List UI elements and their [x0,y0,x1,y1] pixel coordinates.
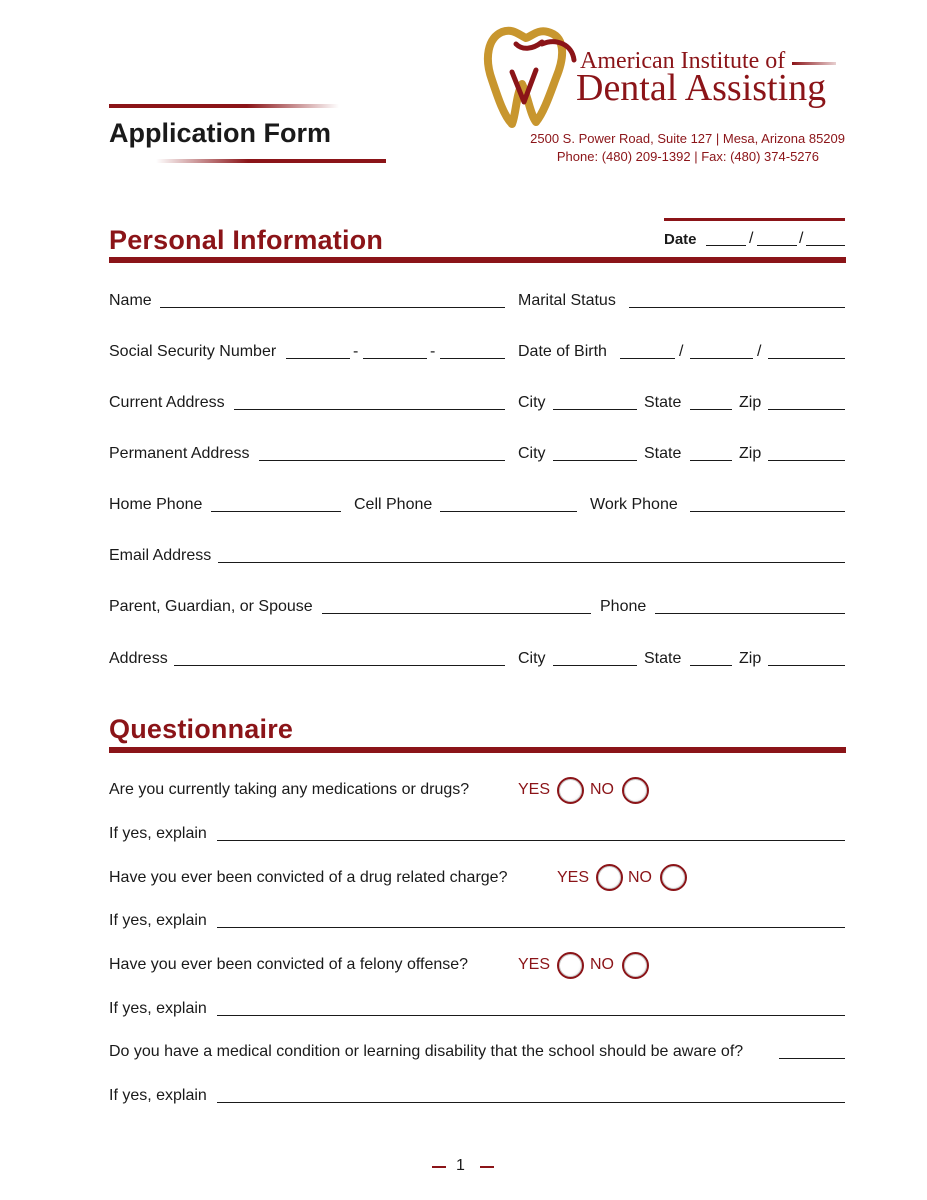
current-zip-label: Zip [739,394,762,411]
org-address: 2500 S. Power Road, Suite 127 | Mesa, Arizona 85209 [530,131,845,146]
ssn-field-2[interactable] [363,358,427,359]
questionnaire-rule [109,747,846,753]
name-label: Name [109,292,152,309]
q3-no-label: NO [590,956,614,973]
page-number-dash-left [432,1166,446,1168]
tooth-logo-icon [482,24,578,128]
current-city-label: City [518,394,546,411]
guardian-phone-field[interactable] [655,613,845,614]
q2-no-radio[interactable] [660,864,687,891]
permanent-city-field[interactable] [553,460,637,461]
ssn-label: Social Security Number [109,343,277,360]
email-field[interactable] [218,562,845,563]
personal-info-heading: Personal Information [109,225,384,255]
current-state-field[interactable] [690,409,732,410]
org-name-line2: Dental Assisting [576,67,827,109]
marital-status-field[interactable] [629,307,845,308]
work-phone-field[interactable] [690,511,845,512]
email-label: Email Address [109,547,212,564]
q4-explain-label: If yes, explain [109,1087,207,1104]
questionnaire-heading: Questionnaire [109,714,294,744]
q1-explain-label: If yes, explain [109,825,207,842]
guardian-zip-label: Zip [739,650,762,667]
guardian-state-field[interactable] [690,665,732,666]
marital-status-label: Marital Status [518,292,616,309]
ssn-field-3[interactable] [440,358,505,359]
name-field[interactable] [160,307,505,308]
dob-month-field[interactable] [620,358,675,359]
permanent-state-label: State [644,445,682,462]
dob-slash: / [757,343,762,360]
org-name-rule [792,62,836,65]
ssn-dash: - [353,343,359,360]
q4-explain-field[interactable] [217,1102,845,1103]
date-day-field[interactable] [757,245,797,246]
question-medical-condition: Do you have a medical condition or learning disability that the school should be aware of? [109,1043,744,1060]
q3-explain-field[interactable] [217,1015,845,1016]
cell-phone-label: Cell Phone [354,496,433,513]
guardian-state-label: State [644,650,682,667]
q3-explain-label: If yes, explain [109,1000,207,1017]
guardian-label: Parent, Guardian, or Spouse [109,598,313,615]
title-rule-bottom [156,159,386,163]
permanent-zip-label: Zip [739,445,762,462]
form-title: Application Form [109,118,331,148]
permanent-address-label: Permanent Address [109,445,250,462]
dob-year-field[interactable] [768,358,845,359]
date-month-field[interactable] [706,245,746,246]
dob-day-field[interactable] [690,358,753,359]
date-slash: / [749,230,754,247]
question-drug-charge: Have you ever been convicted of a drug related charge? [109,869,508,886]
org-name-line1: American Institute of [580,48,786,74]
ssn-dash: - [430,343,436,360]
q3-no-radio[interactable] [622,952,649,979]
q2-yes-label: YES [557,869,590,886]
date-top-rule [664,218,845,221]
cell-phone-field[interactable] [440,511,577,512]
current-state-label: State [644,394,682,411]
title-rule-top [109,104,339,108]
guardian-city-label: City [518,650,546,667]
page-number: 1 [456,1157,465,1174]
permanent-state-field[interactable] [690,460,732,461]
permanent-address-field[interactable] [259,460,505,461]
work-phone-label: Work Phone [590,496,678,513]
question-medications: Are you currently taking any medications or drugs? [109,781,470,798]
q2-explain-label: If yes, explain [109,912,207,929]
question-felony: Have you ever been convicted of a felony offense? [109,956,469,973]
q2-explain-field[interactable] [217,927,845,928]
q1-yes-radio[interactable] [557,777,584,804]
q2-no-label: NO [628,869,652,886]
home-phone-label: Home Phone [109,496,203,513]
current-address-field[interactable] [234,409,505,410]
q1-explain-field[interactable] [217,840,845,841]
current-zip-field[interactable] [768,409,845,410]
date-label: Date [664,231,697,248]
home-phone-field[interactable] [211,511,341,512]
q1-yes-label: YES [518,781,551,798]
guardian-zip-field[interactable] [768,665,845,666]
guardian-address-label: Address [109,650,168,667]
guardian-address-field[interactable] [174,665,505,666]
guardian-city-field[interactable] [553,665,637,666]
permanent-city-label: City [518,445,546,462]
q4-answer-field[interactable] [779,1058,845,1059]
date-year-field[interactable] [806,245,845,246]
date-slash: / [799,230,804,247]
ssn-field-1[interactable] [286,358,350,359]
q1-no-label: NO [590,781,614,798]
guardian-phone-label: Phone [600,598,647,615]
q3-yes-label: YES [518,956,551,973]
page-number-dash-right [480,1166,494,1168]
guardian-field[interactable] [322,613,591,614]
current-city-field[interactable] [553,409,637,410]
org-phones: Phone: (480) 209-1392 | Fax: (480) 374-5276 [556,149,819,164]
q3-yes-radio[interactable] [557,952,584,979]
dob-label: Date of Birth [518,343,607,360]
dob-slash: / [679,343,684,360]
q2-yes-radio[interactable] [596,864,623,891]
permanent-zip-field[interactable] [768,460,845,461]
personal-info-rule [109,257,846,263]
current-address-label: Current Address [109,394,225,411]
q1-no-radio[interactable] [622,777,649,804]
